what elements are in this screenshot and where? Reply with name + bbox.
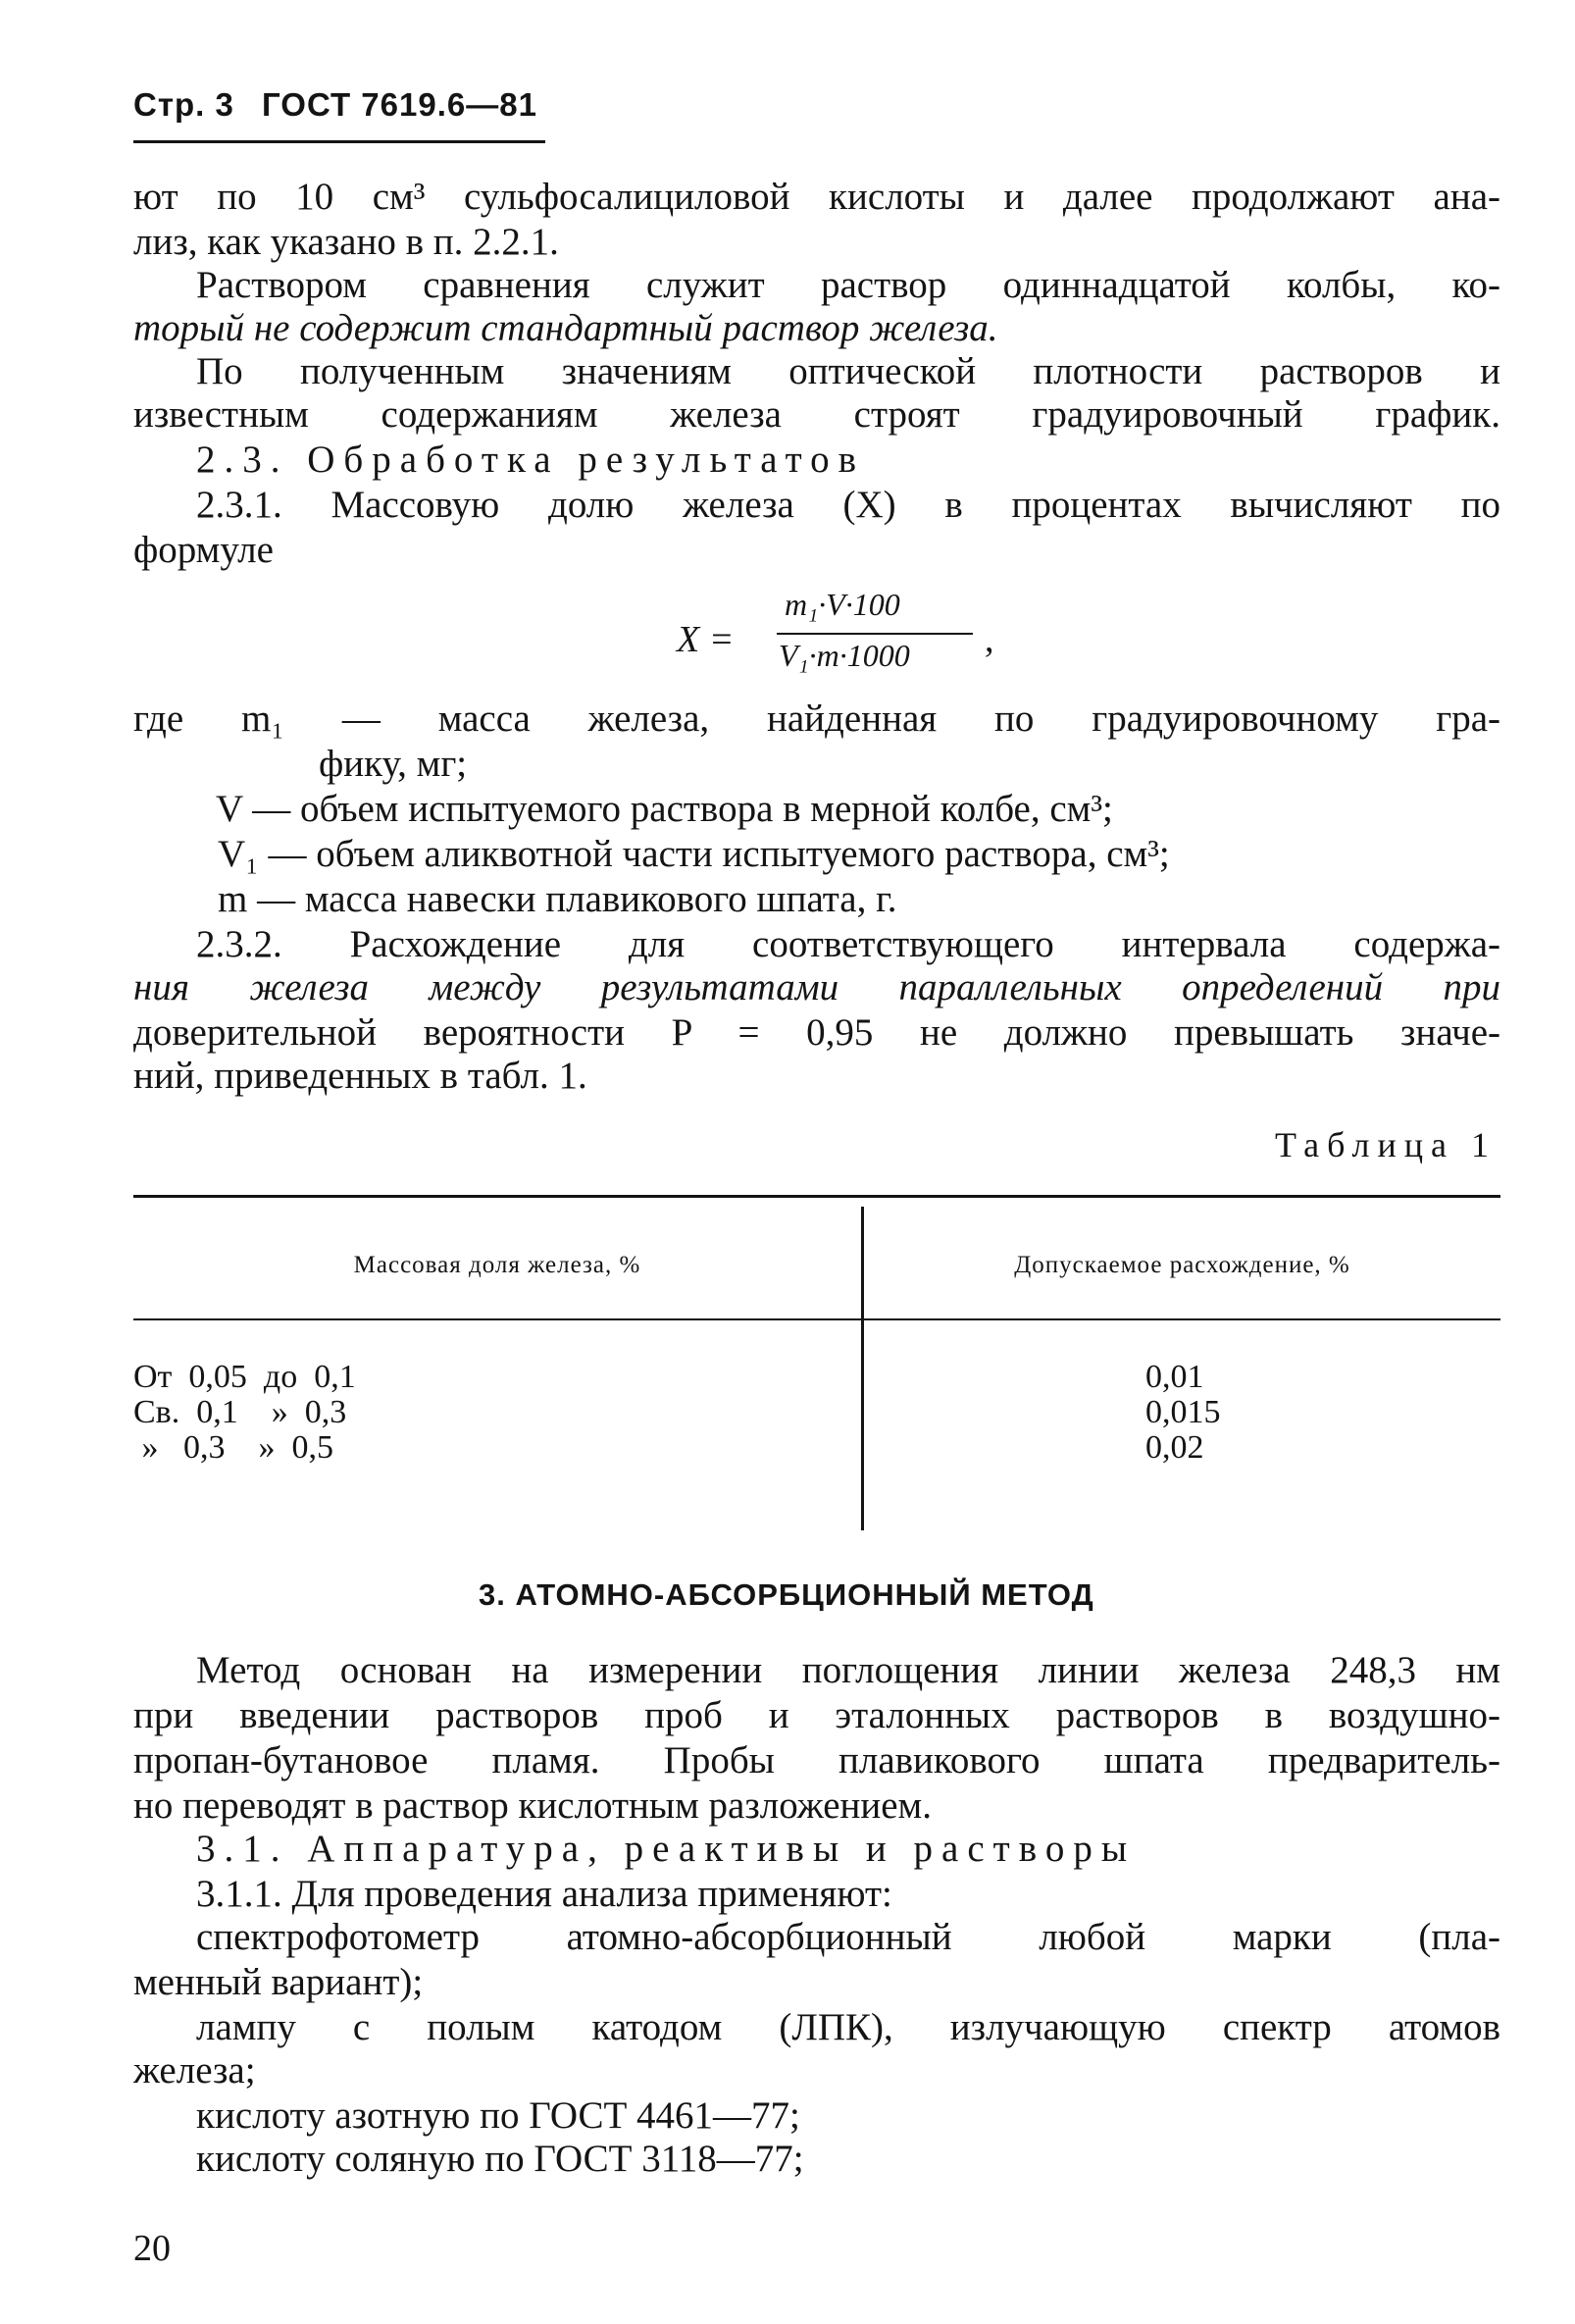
table-cell-range: Св. 0,1 » 0,3 [133, 1394, 347, 1430]
table-cell-value: 0,02 [1145, 1429, 1204, 1466]
subsection-heading: 3.1. Аппаратура, реактивы и растворы [196, 1828, 1137, 1870]
table-body-right [1145, 1360, 1221, 1466]
paragraph-line: ют по 10 см³ сульфосалициловой кислоты и далее продолжают ана- [133, 176, 1500, 218]
paragraph-line: 2.3.1. Массовую долю железа (X) в процентах вычисляют по [196, 484, 1500, 526]
formula-numerator: m₁·V·100 [785, 587, 900, 622]
list-item-line: кислоту азотную по ГОСТ 4461—77; [196, 2094, 800, 2137]
paragraph-line: лиз, как указано в п. 2.2.1. [133, 221, 559, 263]
list-item-line: кислоту соляную по ГОСТ 3118—77; [196, 2138, 804, 2180]
list-item-line: лампу с полым катодом (ЛПК), излучающую спектр атомов [196, 2006, 1500, 2048]
paragraph-line: ния железа между результатами параллельных определений при [133, 966, 1500, 1008]
table-body-left [133, 1360, 356, 1466]
paragraph-line: Раствором сравнения служит раствор одиннадцатой колбы, ко- [196, 264, 1500, 306]
paragraph-line: Метод основан на измерении поглощения линии железа 248,3 нм [196, 1649, 1500, 1691]
table-caption: Таблица 1 [1275, 1125, 1497, 1164]
table-header-cell: Допускаемое расхождение, % [1014, 1252, 1350, 1278]
legend-line: где m₁ — масса железа, найденная по градуировочному гра- [133, 697, 1500, 740]
standard-code: ГОСТ 7619.6—81 [262, 86, 537, 123]
paragraph-line: формуле [133, 529, 274, 571]
header-rule [133, 140, 545, 143]
paragraph-line: доверительной вероятности P = 0,95 не должно превышать значе- [133, 1011, 1500, 1054]
section-title: 3. АТОМНО-АБСОРБЦИОННЫЙ МЕТОД [479, 1577, 1094, 1612]
legend-line: фику, мг; [319, 743, 468, 785]
formula-comma: , [985, 619, 994, 660]
running-header [133, 86, 537, 124]
paragraph-line: 2.3.2. Расхождение для соответствующего интервала содержа- [196, 923, 1500, 965]
paragraph-line: 3.1.1. Для проведения анализа применяют: [196, 1873, 892, 1915]
paragraph-line: при введении растворов проб и эталонных растворов в воздушно- [133, 1694, 1500, 1736]
fraction-bar [777, 633, 973, 635]
table-cell-range: От 0,05 до 0,1 [133, 1359, 356, 1395]
formula-denominator: V₁·m·1000 [779, 638, 910, 673]
table-header-rule [133, 1318, 1500, 1320]
legend-line: V₁ — объем аликвотной части испытуемого раствора, см³; [218, 833, 1170, 875]
subsection-heading: 2.3. Обработка результатов [196, 439, 866, 481]
paragraph-line: ний, приведенных в табл. 1. [133, 1055, 587, 1097]
table-cell-range: » 0,3 » 0,5 [133, 1429, 333, 1466]
page-number: 20 [133, 2228, 171, 2269]
table-header-cell: Массовая доля железа, % [353, 1252, 641, 1278]
formula-lhs: X = [677, 619, 735, 660]
legend-line: m — масса навески плавикового шпата, г. [218, 878, 897, 920]
list-item-line: железа; [133, 2049, 256, 2092]
list-item-line: менный вариант); [133, 1961, 424, 2003]
paragraph-line: но переводят в раствор кислотным разложением. [133, 1784, 932, 1827]
list-item-line: спектрофотометр атомно-абсорбционный любой марки (пла- [196, 1916, 1500, 1958]
table-cell-value: 0,01 [1145, 1359, 1204, 1395]
page-label: Стр. 3 [133, 86, 234, 123]
table-cell-value: 0,015 [1145, 1394, 1221, 1430]
paragraph-line: пропан-бутановое пламя. Пробы плавикового шпата предваритель- [133, 1739, 1500, 1782]
paragraph-line: По полученным значениям оптической плотности растворов и [196, 350, 1500, 392]
legend-line: V — объем испытуемого раствора в мерной колбе, см³; [216, 788, 1113, 830]
paragraph-line: известным содержаниям железа строят градуировочный график. [133, 393, 1500, 436]
table-top-rule [133, 1195, 1500, 1198]
paragraph-line: торый не содержит стандартный раствор железа. [133, 307, 998, 349]
